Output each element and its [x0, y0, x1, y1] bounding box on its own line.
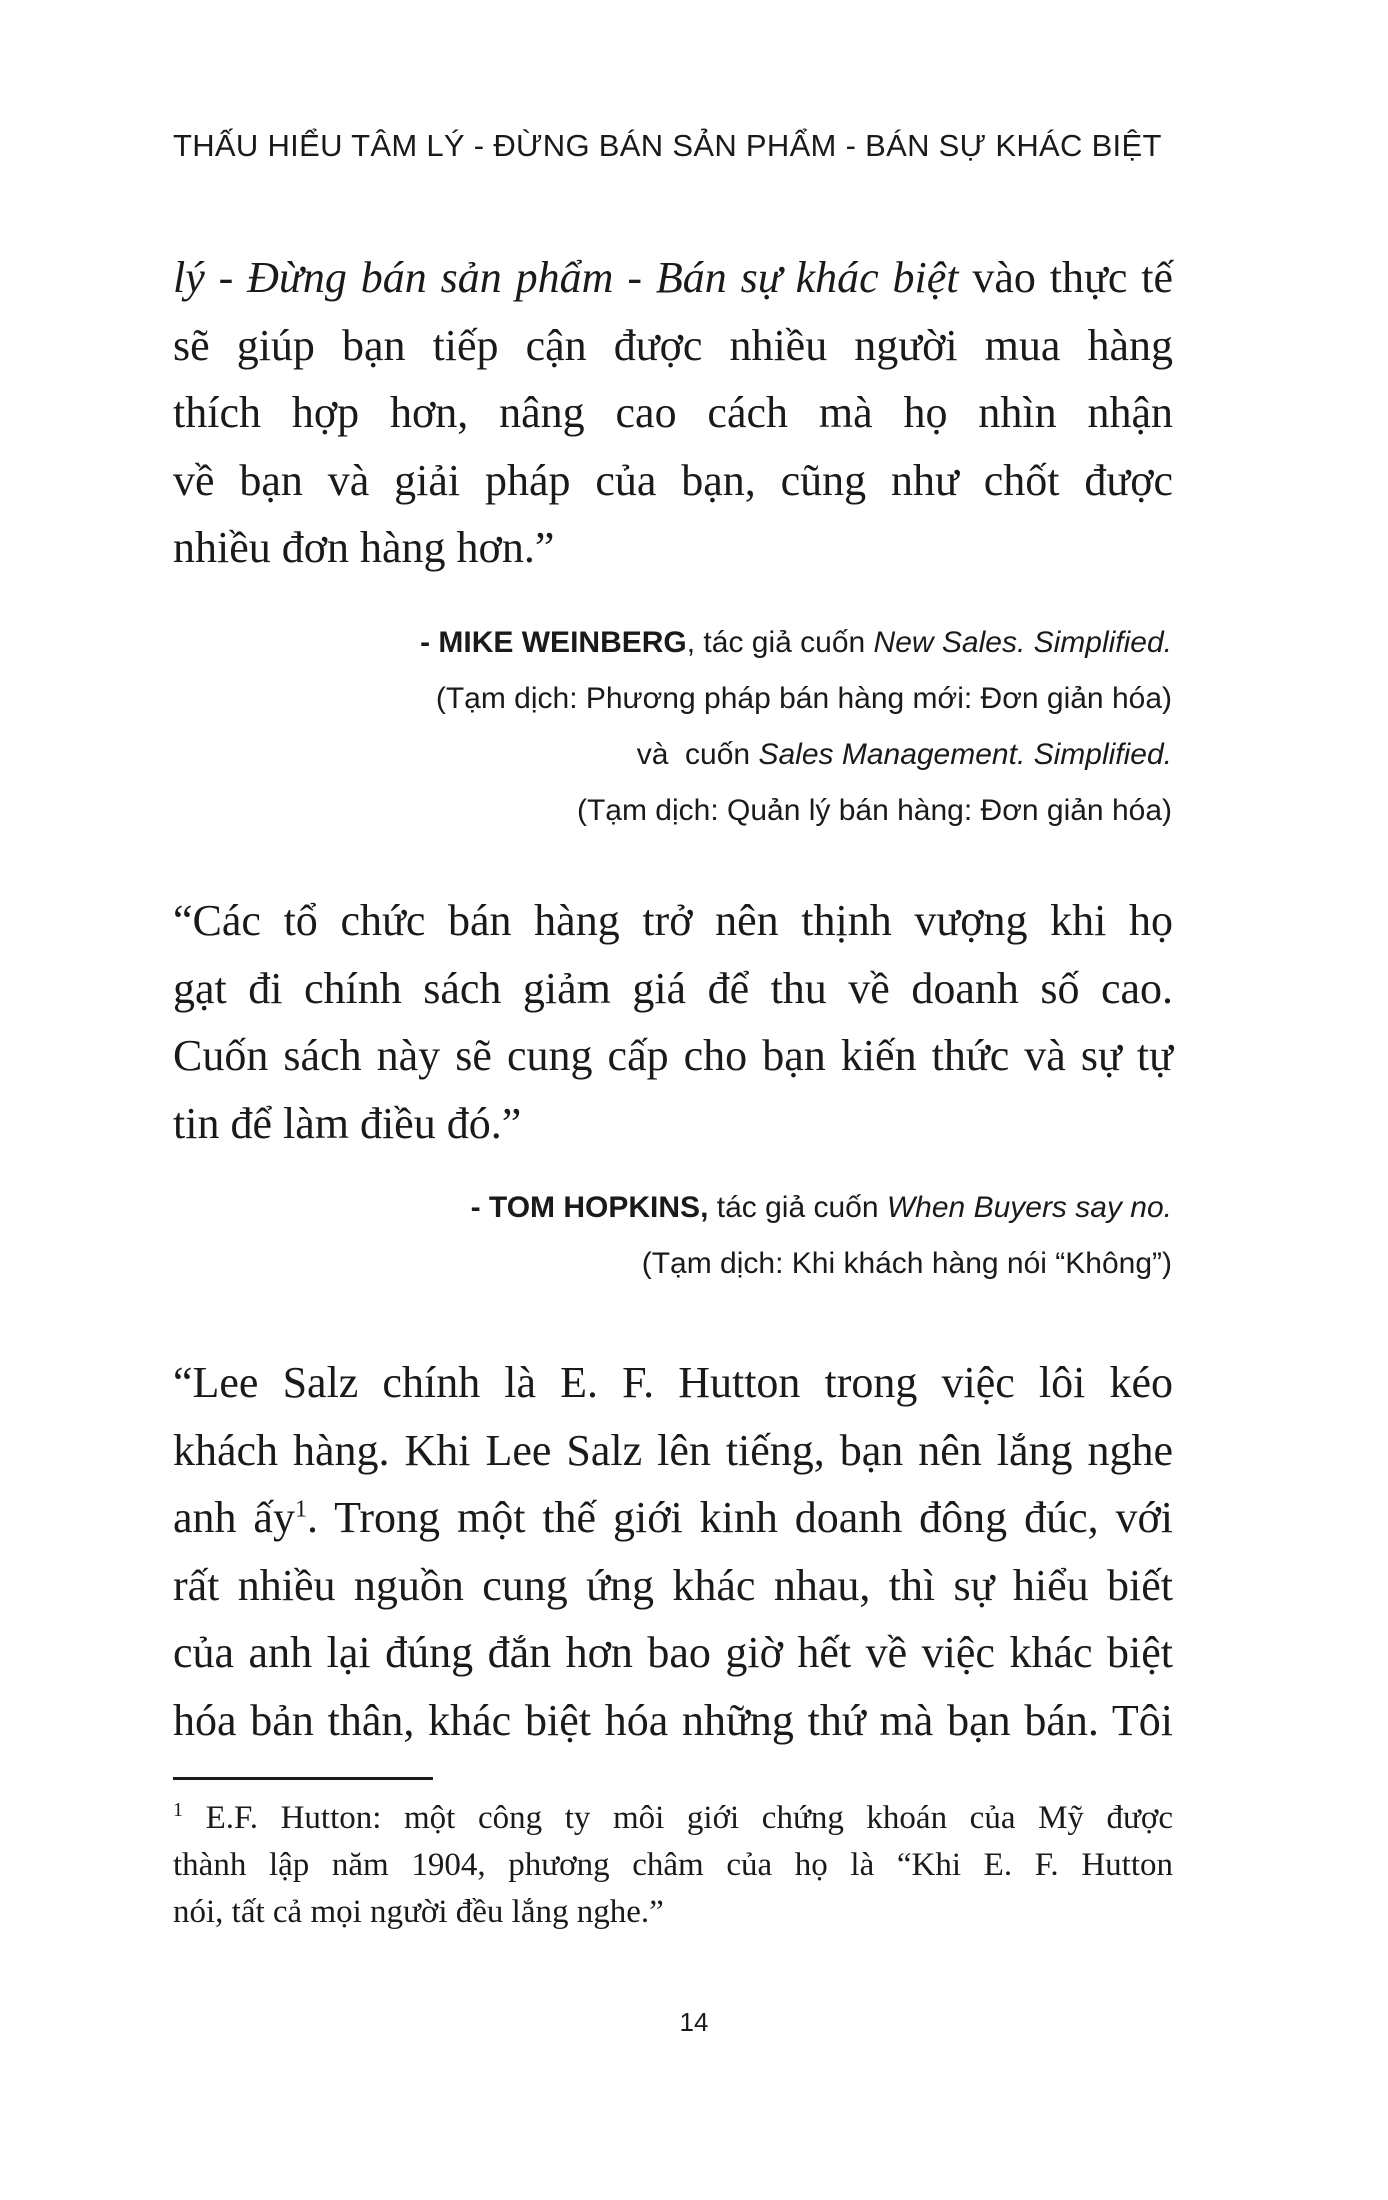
- quote-line: nhiều đơn hàng hơn.”: [173, 523, 555, 572]
- quote-text: . Trong một thế giới kinh doanh đông đúc, với: [306, 1493, 1173, 1542]
- quote-line: Cuốn sách này sẽ cung cấp cho bạn kiến thức và sự tự: [173, 1031, 1173, 1080]
- footnote-divider: [173, 1777, 433, 1780]
- footnote: [173, 1795, 1173, 1936]
- footnote-line: nói, tất cả mọi người đều lắng nghe.”: [173, 1894, 664, 1930]
- attribution-line: [172, 1180, 1172, 1236]
- footnote-marker: 1: [173, 1799, 183, 1821]
- quote-line: tin để làm điều đó.”: [173, 1098, 522, 1148]
- quote-line: “Lee Salz chính là E. F. Hutton trong việc lôi kéo: [173, 1358, 1173, 1407]
- quote-text: anh ấy: [173, 1493, 295, 1542]
- quote-weinberg: [173, 244, 1173, 582]
- running-header: THẤU HIỂU TÂM LÝ - ĐỪNG BÁN SẢN PHẨM - BÁN SỰ KHÁC BIỆT: [173, 128, 1162, 163]
- quote-line: về bạn và giải pháp của bạn, cũng như chốt được: [173, 455, 1173, 505]
- quote-hopkins: [173, 887, 1173, 1157]
- attribution-hopkins: [172, 1180, 1172, 1292]
- attribution-line: [172, 727, 1172, 783]
- quote-title-italic: lý - Đừng bán sản phẩm - Bán sự khác biệt: [173, 253, 959, 302]
- quote-line: hóa bản thân, khác biệt hóa những thứ mà bạn bán. Tôi: [173, 1695, 1173, 1745]
- book-title: When Buyers say no.: [886, 1191, 1172, 1224]
- translation-line: (Tạm dịch: Quản lý bán hàng: Đơn giản hóa): [576, 794, 1172, 827]
- quote-line: rất nhiều nguồn cung ứng khác nhau, thì sự hiểu biết: [173, 1560, 1173, 1610]
- footnote-reference[interactable]: 1: [294, 1496, 307, 1523]
- author-name: - TOM HOPKINS,: [470, 1191, 709, 1224]
- author-role: tác giả cuốn: [708, 1191, 887, 1224]
- page-number: 14: [679, 2007, 709, 2037]
- quote-salz: [173, 1349, 1173, 1754]
- author-name: - MIKE WEINBERG: [420, 626, 687, 659]
- connector-text: và cuốn: [636, 738, 759, 771]
- quote-line: gạt đi chính sách giảm giá để thu về doanh số cao.: [173, 963, 1173, 1013]
- quote-line: [173, 244, 1173, 312]
- quote-line: của anh lại đúng đắn hơn bao giờ hết về việc khác biệt: [173, 1628, 1173, 1677]
- book-title: New Sales. Simplified.: [873, 626, 1172, 659]
- quote-text: vào thực tế: [972, 253, 1174, 302]
- quote-line: [173, 1484, 1173, 1552]
- footnote-line: thành lập năm 1904, phương châm của họ là “Khi E. F. Hutton: [173, 1847, 1173, 1883]
- quote-line: “Các tổ chức bán hàng trở nên thịnh vượng khi họ: [173, 896, 1173, 945]
- footnote-line: [173, 1795, 1173, 1842]
- attribution-weinberg: [172, 615, 1172, 839]
- footnote-text: E.F. Hutton: một công ty môi giới chứng khoán của Mỹ được: [183, 1800, 1173, 1836]
- book-title: Sales Management. Simplified.: [758, 738, 1172, 771]
- quote-line: khách hàng. Khi Lee Salz lên tiếng, bạn nên lắng nghe: [173, 1425, 1173, 1475]
- translation-line: (Tạm dịch: Khi khách hàng nói “Không”): [641, 1247, 1172, 1280]
- quote-line: thích hợp hơn, nâng cao cách mà họ nhìn nhận: [173, 388, 1173, 437]
- attribution-line: [172, 615, 1172, 671]
- quote-line: sẽ giúp bạn tiếp cận được nhiều người mua hàng: [173, 320, 1173, 370]
- translation-line: (Tạm dịch: Phương pháp bán hàng mới: Đơn giản hóa): [435, 682, 1172, 715]
- author-role: , tác giả cuốn: [686, 626, 874, 659]
